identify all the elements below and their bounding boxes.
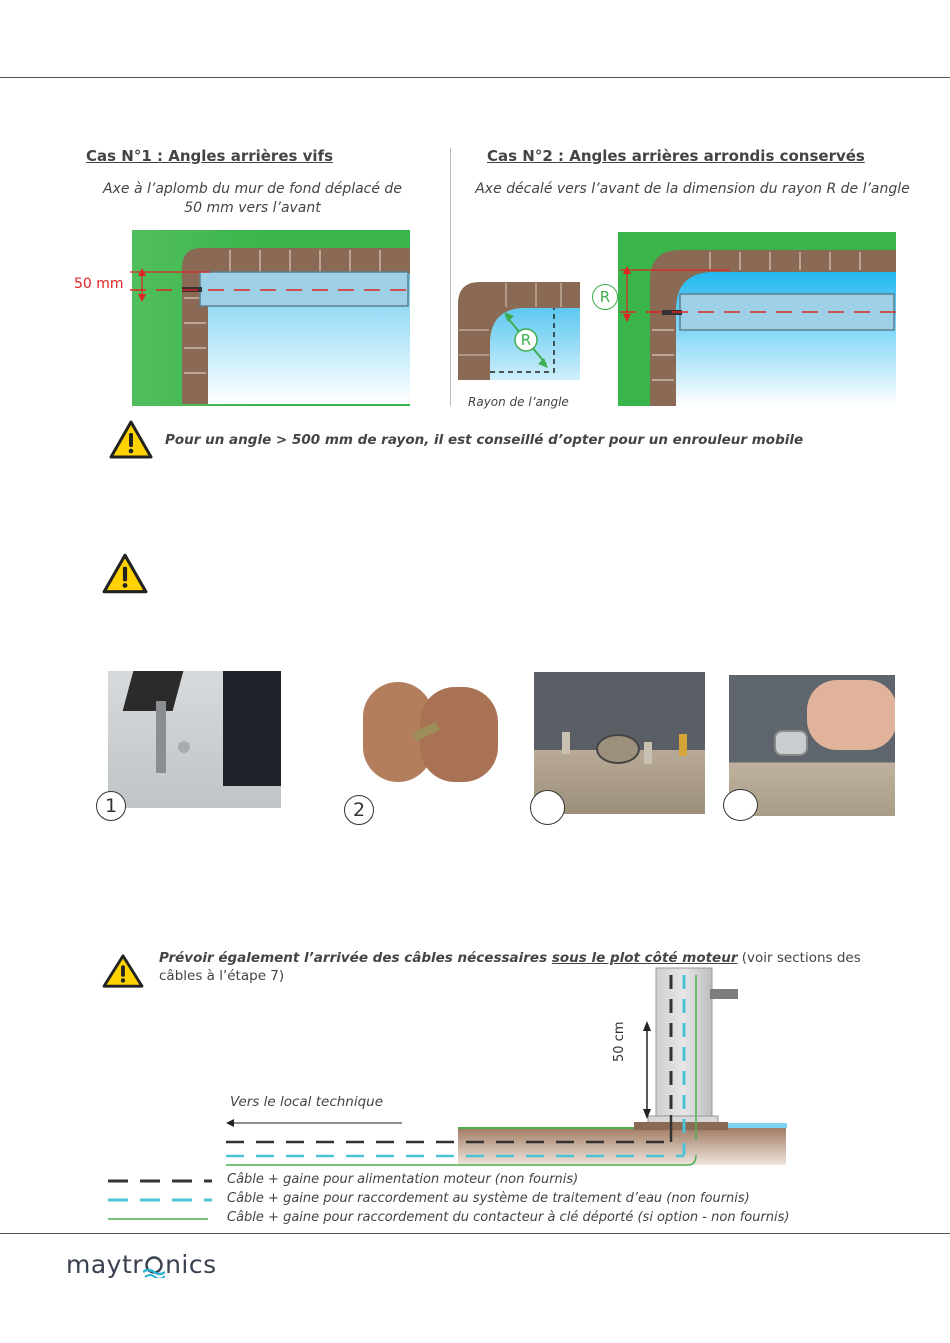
warning-icon bbox=[101, 552, 149, 596]
logo-wave-icon bbox=[143, 1252, 165, 1278]
case1-subtitle-line1: Axe à l’aplomb du mur de fond déplacé de bbox=[103, 181, 402, 197]
step3-number-badge bbox=[530, 790, 565, 825]
case1-dimension-label: 50 mm bbox=[74, 276, 124, 292]
footer-rule bbox=[0, 1233, 950, 1234]
warning-icon bbox=[100, 953, 146, 989]
logo-text-part2: nics bbox=[165, 1250, 217, 1279]
cables-warning-normal: (voir sections des bbox=[737, 950, 861, 966]
case2-radius-letter-small: R bbox=[520, 331, 532, 349]
step4-number-badge bbox=[723, 789, 758, 821]
legend-item-key-switch-cable: Câble + gaine pour raccordement du contacteur à clé déporté (si option - non fournis) bbox=[227, 1210, 790, 1225]
case-divider bbox=[450, 148, 451, 406]
logo-text-part1: maytr bbox=[66, 1250, 144, 1279]
case1-title: Cas N°1 : Angles arrières vifs bbox=[86, 147, 334, 165]
maytronics-logo bbox=[66, 1250, 217, 1279]
cable-direction-label: Vers le local technique bbox=[230, 1094, 384, 1110]
case2-title: Cas N°2 : Angles arrières arrondis conservés bbox=[487, 147, 865, 165]
step1-number-badge: 1 bbox=[96, 791, 126, 821]
legend-item-power-cable: Câble + gaine pour alimentation moteur (non fournis) bbox=[227, 1172, 579, 1187]
step2-hands-photo bbox=[358, 672, 505, 812]
case2-pool-corner-diagram bbox=[590, 230, 898, 408]
case1-subtitle-line2: 50 mm vers l’avant bbox=[184, 200, 321, 216]
warning-icon bbox=[108, 419, 154, 461]
case1-subtitle bbox=[70, 180, 435, 218]
cables-warning-line2: câbles à l’étape 7) bbox=[159, 968, 285, 984]
cables-warning-underlined: sous le plot côté moteur bbox=[551, 950, 738, 966]
legend-item-water-treatment-cable: Câble + gaine pour raccordement au système de traitement d’eau (non fournis) bbox=[227, 1191, 750, 1206]
case1-pool-corner-diagram bbox=[130, 228, 412, 408]
case2-subtitle: Axe décalé vers l’avant de la dimension du rayon R de l’angle bbox=[475, 181, 910, 197]
step1-drilling-photo bbox=[108, 671, 281, 808]
step2-number-badge: 2 bbox=[344, 795, 374, 825]
header-rule bbox=[0, 77, 950, 78]
case2-radius-badge: R bbox=[592, 284, 618, 310]
cable-height-label: 50 cm bbox=[612, 1021, 627, 1062]
case2-corner-caption: Rayon de l’angle bbox=[468, 395, 569, 409]
cable-routing-diagram bbox=[222, 965, 792, 1177]
cable-legend-swatches bbox=[108, 1172, 212, 1228]
cables-warning-bold: Prévoir également l’arrivée des câbles nécessaires bbox=[159, 950, 552, 966]
step3-bolts-photo bbox=[534, 672, 705, 814]
angle-radius-warning-text: Pour un angle > 500 mm de rayon, il est conseillé d’opter pour un enrouleur mobile bbox=[165, 432, 804, 448]
